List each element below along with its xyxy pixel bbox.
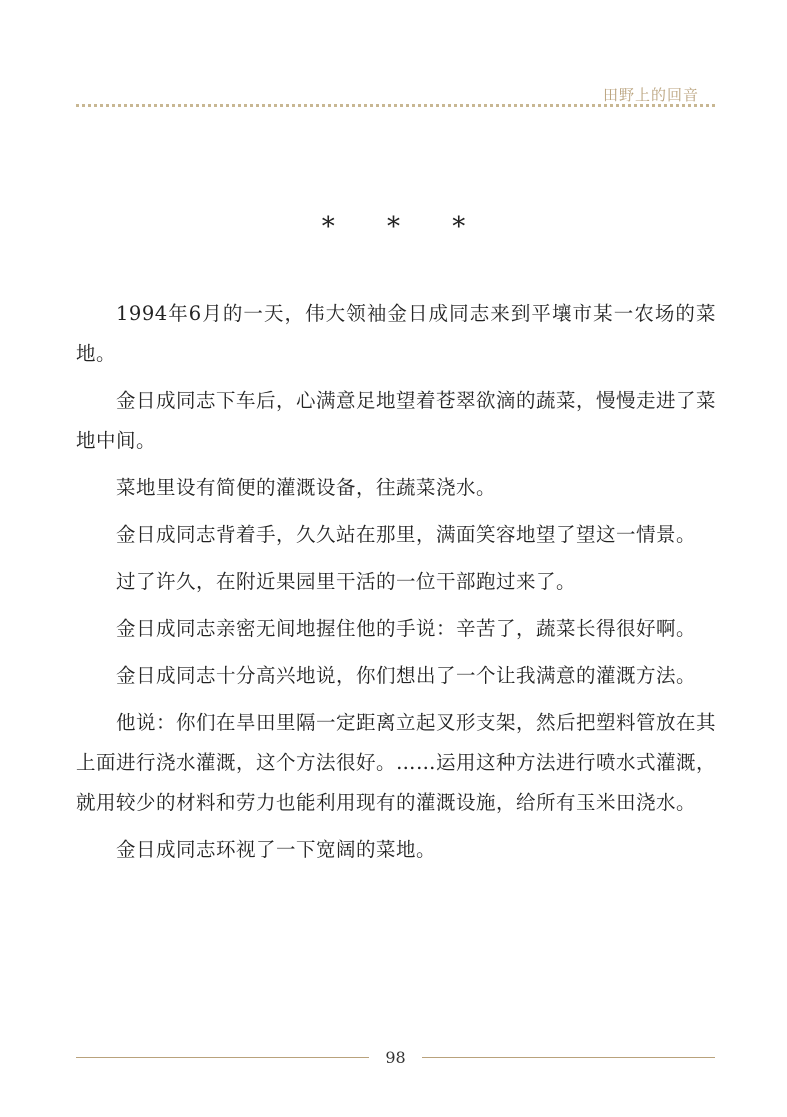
page-number: 98 — [385, 1047, 406, 1067]
paragraph: 金日成同志亲密无间地握住他的手说：辛苦了，蔬菜长得很好啊。 — [116, 617, 697, 640]
header-dotted-rule — [76, 104, 715, 107]
body-text — [76, 294, 716, 877]
paragraph: 菜地里设有简便的灌溉设备，往蔬菜浇水。 — [116, 476, 497, 499]
paragraph: 金日成同志十分高兴地说，你们想出了一个让我满意的灌溉方法。 — [116, 664, 697, 687]
footer-rule-right — [422, 1057, 715, 1058]
section-separator — [0, 212, 787, 242]
paragraph: 他说：你们在旱田里隔一定距离立起叉形支架，然后把塑料管放在其上面进行浇水灌溉，这个方法很好。……运用这种方法进行喷水式灌溉，就用较少的材料和劳力也能利用现有的灌溉设施，给所有玉米田浇水。 — [76, 711, 717, 814]
footer-rule-left — [76, 1057, 369, 1058]
separator-star: * — [321, 212, 335, 242]
separator-star: * — [452, 212, 466, 242]
separator-star: * — [387, 212, 400, 242]
page-footer — [76, 1046, 715, 1068]
paragraph: 金日成同志下车后，心满意足地望着苍翠欲滴的蔬菜，慢慢走进了菜地中间。 — [76, 389, 717, 452]
running-header-title: 田野上的回音 — [602, 86, 699, 104]
paragraph: 1994年6月的一天，伟大领袖金日成同志来到平壤市某一农场的菜地。 — [76, 302, 716, 365]
paragraph: 过了许久，在附近果园里干活的一位干部跑过来了。 — [116, 570, 577, 593]
paragraph: 金日成同志环视了一下宽阔的菜地。 — [116, 838, 437, 861]
paragraph: 金日成同志背着手，久久站在那里，满面笑容地望了望这一情景。 — [116, 523, 697, 546]
